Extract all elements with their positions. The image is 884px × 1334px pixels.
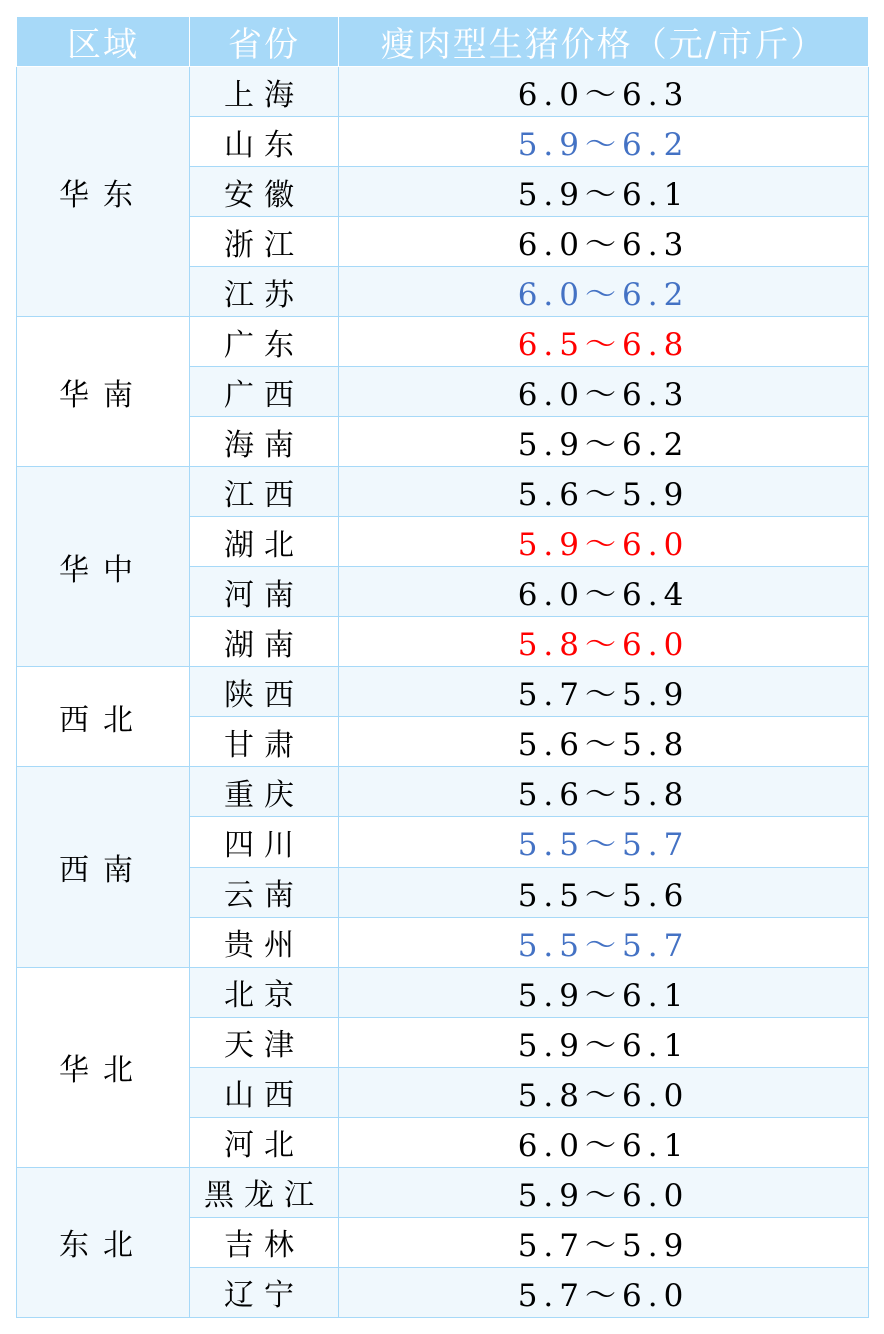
- price-cell: 5.9～6.0: [339, 517, 869, 567]
- province-cell: 甘肃: [190, 717, 339, 767]
- price-cell: 5.8～6.0: [339, 617, 869, 667]
- table-row: [17, 317, 869, 367]
- header-price: 瘦肉型生猪价格（元/市斤）: [339, 17, 869, 67]
- price-cell: 5.5～5.7: [339, 817, 869, 867]
- price-cell: 5.9～6.1: [339, 1017, 869, 1067]
- pig-price-table: [16, 16, 869, 1318]
- region-cell: 华北: [17, 967, 190, 1167]
- province-cell: 安徽: [190, 167, 339, 217]
- price-cell: 5.6～5.9: [339, 467, 869, 517]
- province-cell: 四川: [190, 817, 339, 867]
- table-row: [17, 967, 869, 1017]
- price-cell: 5.6～5.8: [339, 767, 869, 817]
- province-cell: 云南: [190, 867, 339, 917]
- price-cell: 5.5～5.6: [339, 867, 869, 917]
- table-row: [17, 767, 869, 817]
- price-cell: 5.6～5.8: [339, 717, 869, 767]
- price-cell: 5.9～6.2: [339, 117, 869, 167]
- price-cell: 6.0～6.2: [339, 267, 869, 317]
- price-cell: 5.5～5.7: [339, 917, 869, 967]
- province-cell: 江西: [190, 467, 339, 517]
- region-cell: 西北: [17, 667, 190, 767]
- province-cell: 天津: [190, 1017, 339, 1067]
- province-cell: 河南: [190, 567, 339, 617]
- province-cell: 河北: [190, 1117, 339, 1167]
- price-cell: 6.0～6.3: [339, 367, 869, 417]
- region-cell: 华中: [17, 467, 190, 667]
- price-cell: 6.5～6.8: [339, 317, 869, 367]
- province-cell: 吉林: [190, 1217, 339, 1267]
- province-cell: 贵州: [190, 917, 339, 967]
- table-row: [17, 1167, 869, 1217]
- price-cell: 5.7～5.9: [339, 667, 869, 717]
- province-cell: 广东: [190, 317, 339, 367]
- region-cell: 华南: [17, 317, 190, 467]
- region-cell: 西南: [17, 767, 190, 967]
- province-cell: 浙江: [190, 217, 339, 267]
- province-cell: 湖南: [190, 617, 339, 667]
- province-cell: 辽宁: [190, 1267, 339, 1317]
- province-cell: 山西: [190, 1067, 339, 1117]
- price-cell: 6.0～6.4: [339, 567, 869, 617]
- price-cell: 5.7～5.9: [339, 1217, 869, 1267]
- province-cell: 海南: [190, 417, 339, 467]
- price-cell: 5.9～6.1: [339, 967, 869, 1017]
- table-row: [17, 667, 869, 717]
- province-cell: 北京: [190, 967, 339, 1017]
- price-cell: 5.9～6.0: [339, 1167, 869, 1217]
- region-cell: 华东: [17, 67, 190, 317]
- province-cell: 重庆: [190, 767, 339, 817]
- province-cell: 湖北: [190, 517, 339, 567]
- header-row: [17, 17, 869, 67]
- header-region: 区域: [17, 17, 190, 67]
- province-cell: 山东: [190, 117, 339, 167]
- province-cell: 广西: [190, 367, 339, 417]
- price-cell: 6.0～6.1: [339, 1117, 869, 1167]
- province-cell: 上海: [190, 67, 339, 117]
- price-cell: 5.7～6.0: [339, 1267, 869, 1317]
- price-cell: 6.0～6.3: [339, 67, 869, 117]
- price-cell: 5.9～6.1: [339, 167, 869, 217]
- province-cell: 江苏: [190, 267, 339, 317]
- province-cell: 黑龙江: [190, 1167, 339, 1217]
- price-cell: 5.9～6.2: [339, 417, 869, 467]
- region-cell: 东北: [17, 1167, 190, 1317]
- price-cell: 6.0～6.3: [339, 217, 869, 267]
- table-body: [17, 67, 869, 1318]
- table-row: [17, 467, 869, 517]
- header-province: 省份: [190, 17, 339, 67]
- table-row: [17, 67, 869, 117]
- province-cell: 陕西: [190, 667, 339, 717]
- price-cell: 5.8～6.0: [339, 1067, 869, 1117]
